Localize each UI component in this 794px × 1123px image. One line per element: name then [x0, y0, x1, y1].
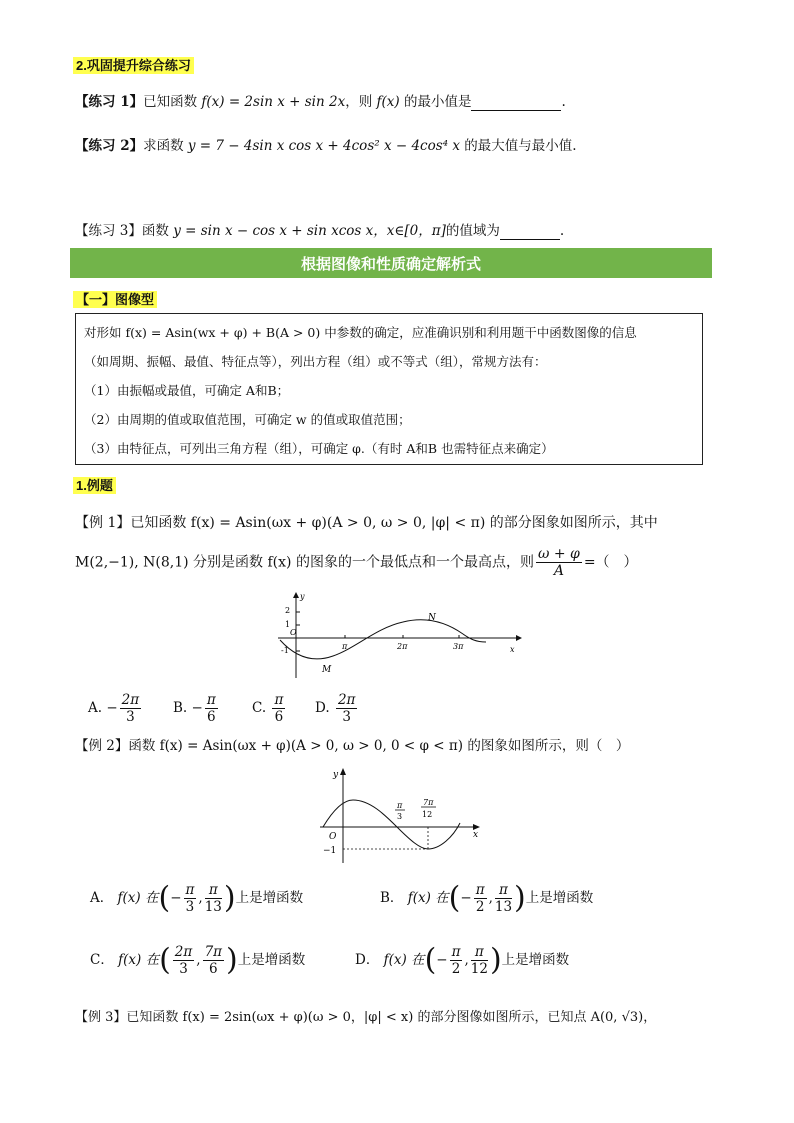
method-line: （1）由振幅或最值，可确定 A和B；	[84, 383, 290, 398]
example-1-choice-c[interactable]: C. $\frac{\pi}{6}$	[252, 692, 284, 725]
fraction: $\frac{2\pi}{3}$	[174, 944, 193, 977]
x-tick-label: π	[342, 642, 348, 651]
fraction: $\frac{7\pi}{6}$	[204, 944, 223, 977]
fraction: $\frac{\pi}{12}$	[470, 944, 488, 977]
curve	[323, 800, 460, 849]
answer-blank	[471, 94, 561, 111]
method-line: （3）由特征点，可列出三角方程（组），可确定 φ.（有时 A和B 也需特征点来确定）	[84, 441, 554, 456]
fraction: $\frac{\omega + \varphi}{A}$	[537, 546, 580, 579]
section-banner: 根据图像和性质确定解析式	[70, 248, 712, 278]
example-2-line-1: 【例 2】函数 f(x) = Asin(ωx + φ)(A > 0, ω > 0, 0 < φ < π) 的图象如图所示，则（ ）	[75, 738, 630, 754]
curve	[280, 620, 486, 659]
fraction: $\frac{2\pi}{3}$	[121, 692, 140, 725]
origin-label: O	[329, 832, 337, 842]
fraction: $\frac{\pi}{13}$	[204, 882, 222, 915]
y-tick-label: -1	[281, 646, 289, 655]
example-3-line-1: 【例 3】已知函数 f(x) = 2sin(ωx + φ)(ω > 0，|φ| < x) 的部分图像如图所示，已知点 A(0, √3)，	[75, 1010, 657, 1025]
example-1-line-1: 【例 1】已知函数 f(x) = Asin(ωx + φ)(A > 0, ω > 0, |φ| < π) 的部分图象如图所示，其中	[75, 515, 658, 531]
tick-label-pi-3-den: 3	[397, 812, 403, 821]
example-1-choice-d[interactable]: D. $\frac{2\pi}{3}$	[315, 692, 356, 725]
method-box	[75, 313, 703, 465]
y-axis-arrow	[340, 768, 346, 775]
fraction: $\frac{\pi}{13}$	[494, 882, 513, 915]
answer-blank	[500, 223, 560, 240]
tick-label-pi-3-num: π	[397, 801, 403, 810]
fraction: $\frac{\pi}{6}$	[206, 692, 216, 725]
y-axis-label: y	[333, 770, 339, 780]
y-tick-label: 2	[285, 606, 291, 615]
example-2-choice-b[interactable]: B． f(x) 在(− $\frac{\pi}{2}$ , $\frac{\pi}{13}$ )上是增函数	[380, 880, 594, 916]
x-axis-label: x	[473, 830, 479, 840]
method-line: 对形如 f(x) = Asin(wx + φ) + B(A > 0) 中参数的确定，应准确识别和利用题干中函数图像的信息	[84, 325, 637, 340]
example-1-graph	[278, 590, 528, 680]
method-line: （如周期、振幅、最值、特征点等），列出方程（组）或不等式（组），常规方法有：	[84, 354, 547, 369]
exercise-3: 【练习 3】函数 y = sin x − cos x + sin xcos x，x∈[0，π]的值域为 .	[75, 223, 565, 239]
example-1-choice-a[interactable]: A. − $\frac{2\pi}{3}$	[88, 692, 140, 725]
y-axis-label: y	[300, 592, 305, 601]
example-1-line-2: M(2,−1), N(8,1) 分别是函数 f(x) 的图象的一个最低点和一个最高点，则 $\frac{\omega + \varphi}{A}$ =（ ）	[75, 546, 638, 579]
point-label-n: N	[428, 613, 436, 623]
point-label-m: M	[322, 665, 332, 675]
x-axis-arrow	[516, 635, 522, 641]
method-line: （2）由周期的值或取值范围，可确定 w 的值或取值范围；	[84, 412, 411, 427]
example-2-graph	[315, 765, 490, 865]
y-tick-label: −1	[323, 846, 337, 856]
tick-label-7pi-12-num: 7π	[423, 798, 434, 807]
fraction: $\frac{\pi}{2}$	[475, 882, 485, 915]
y-tick-label: 1	[285, 620, 291, 629]
y-axis-arrow	[293, 592, 299, 598]
x-axis-label: x	[510, 645, 515, 654]
fraction: $\frac{\pi}{6}$	[274, 692, 284, 725]
x-tick-label: 2π	[397, 642, 408, 651]
section-heading: 2.巩固提升综合练习	[73, 55, 194, 74]
exercise-1: 【练习 1】已知函数 f(x) = 2sin x + sin 2x，则 f(x) 的最小值是 .	[75, 94, 566, 110]
x-tick-label: 3π	[453, 642, 464, 651]
type-heading: 【一】图像型	[73, 289, 157, 308]
exercise-2: 【练习 2】求函数 y = 7 − 4sin x cos x + 4cos² x − 4cos⁴ x 的最大值与最小值.	[75, 138, 577, 154]
examples-heading: 1.例题	[73, 475, 116, 494]
origin-label: O	[290, 628, 297, 637]
example-1-choice-b[interactable]: B. − $\frac{\pi}{6}$	[173, 692, 216, 725]
fraction: $\frac{2\pi}{3}$	[337, 692, 356, 725]
tick-label-7pi-12-den: 12	[422, 810, 433, 819]
example-2-choice-d[interactable]: D． f(x) 在(− $\frac{\pi}{2}$ , $\frac{\pi}{12}$ )上是增函数	[355, 942, 570, 978]
example-2-choice-c[interactable]: C． f(x) 在( $\frac{2\pi}{3}$ , $\frac{7\pi}{6}$ )上是增函数	[90, 942, 306, 978]
fraction: $\frac{\pi}{2}$	[451, 944, 461, 977]
fraction: $\frac{\pi}{3}$	[185, 882, 195, 915]
example-2-choice-a[interactable]: A． f(x) 在(− $\frac{\pi}{3}$ , $\frac{\pi}{13}$ )上是增函数	[90, 880, 304, 916]
